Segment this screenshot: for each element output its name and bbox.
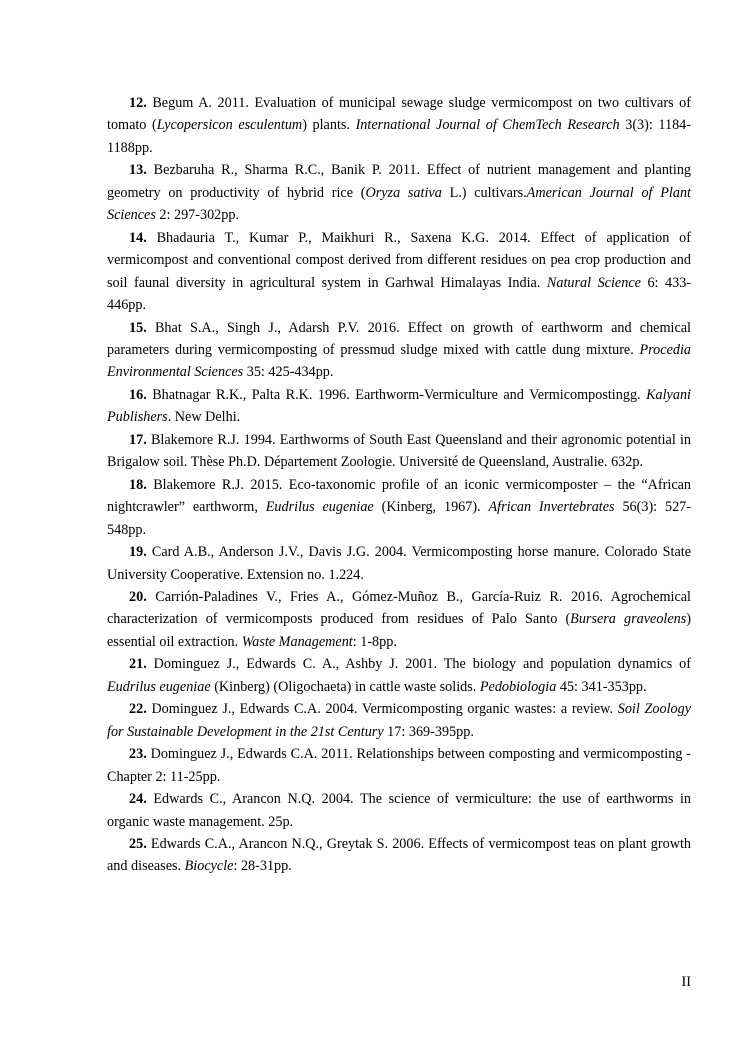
reference-italic-text: Bursera graveolens — [570, 611, 687, 628]
reference-italic-text: Natural Science — [546, 274, 641, 291]
reference-text: 17: 369-395pp. — [383, 723, 474, 740]
reference-italic-text: Biocycle — [184, 858, 234, 875]
reference-entry — [107, 317, 691, 384]
reference-italic-text: International Journal of ChemTech Research — [355, 117, 620, 134]
reference-number: 24. — [129, 791, 147, 808]
reference-text: Dominguez J., Edwards C.A. 2004. Vermicomposting organic wastes: a review. — [151, 701, 618, 718]
reference-text: Edwards C., Arancon N.Q. 2004. The science of vermiculture: the use of earthworms in organic waste management. 25p. — [107, 791, 691, 830]
reference-text: Dominguez J., Edwards C.A. 2011. Relationships between composting and vermicomposting - Chapter 2: 11-25pp. — [107, 746, 691, 785]
reference-italic-text: Eudrilus eugeniae — [107, 678, 211, 695]
reference-italic-text: Soil Zoology for Sustainable Development in the 21st Century — [107, 701, 692, 740]
reference-entry — [107, 833, 691, 878]
reference-entry — [107, 159, 691, 226]
reference-text: Bezbaruha R., Sharma R.C., Banik P. 2011. Effect of nutrient management and planting geometry on productivity of hybrid rice ( — [107, 162, 692, 201]
reference-text: (Kinberg, 1967). — [373, 499, 489, 516]
reference-text: : 28-31pp. — [233, 858, 292, 875]
reference-text: 35: 425-434pp. — [243, 364, 334, 381]
reference-italic-text: African Invertebrates — [488, 499, 615, 516]
reference-number: 15. — [129, 319, 147, 336]
reference-text: ) essential oil extraction. — [107, 611, 691, 650]
reference-number: 22. — [129, 701, 147, 718]
reference-entry — [107, 474, 691, 541]
reference-entry — [107, 429, 691, 474]
reference-entry — [107, 788, 691, 833]
reference-list — [107, 92, 691, 878]
reference-text: Begum A. 2011. Evaluation of municipal sewage sludge vermicompost on two cultivars of tomato ( — [107, 95, 692, 134]
reference-text: Dominguez J., Edwards C. A., Ashby J. 2001. The biology and population dynamics of — [153, 656, 691, 673]
reference-text: Edwards C.A., Arancon N.Q., Greytak S. 2006. Effects of vermicompost teas on plant growth and diseases. — [107, 835, 692, 875]
reference-italic-text: American Journal of Plant Sciences — [107, 184, 691, 224]
reference-italic-text: Waste Management — [241, 633, 353, 650]
reference-text: L.) cultivars. — [441, 184, 527, 201]
reference-text: 3(3): 1184-1188pp. — [107, 117, 691, 156]
reference-text: 45: 341-353pp. — [556, 678, 647, 695]
reference-number: 17. — [129, 431, 147, 448]
reference-text: (Kinberg) (Oligochaeta) in cattle waste solids. — [210, 678, 480, 695]
reference-number: 19. — [129, 544, 147, 561]
reference-number: 25. — [129, 835, 147, 852]
reference-text: Card A.B., Anderson J.V., Davis J.G. 2004. Vermicomposting horse manure. Colorado State University Cooperative. Extension no. 1.224. — [107, 544, 691, 583]
reference-entry — [107, 653, 691, 698]
reference-entry — [107, 698, 691, 743]
reference-text: . New Delhi. — [167, 409, 241, 426]
reference-italic-text: Eudrilus eugeniae — [265, 499, 374, 516]
reference-entry — [107, 227, 691, 317]
reference-number: 12. — [129, 95, 147, 111]
reference-entry — [107, 743, 691, 788]
reference-entry — [107, 586, 691, 653]
reference-text: : 1-8pp. — [352, 633, 397, 650]
reference-entry — [107, 92, 691, 159]
reference-number: 16. — [129, 386, 147, 403]
reference-text: 56(3): 527-548pp. — [107, 499, 692, 538]
reference-number: 18. — [129, 476, 147, 493]
reference-text: ) plants. — [302, 117, 356, 134]
reference-text: 2: 297-302pp. — [155, 207, 239, 224]
reference-text: 6: 433-446pp. — [107, 274, 692, 314]
reference-text: Bhatnagar R.K., Palta R.K. 1996. Earthworm-Vermiculture and Vermicompostingg. — [152, 386, 647, 403]
page-number: II — [681, 974, 691, 990]
reference-text: Bhadauria T., Kumar P., Maikhuri R., Saxena K.G. 2014. Effect of application of vermicompost and conventional compost derived from different residues on pea crop production and soil faunal diversity in agricultural system in Garhwal Himalayas India. — [107, 229, 692, 291]
reference-number: 14. — [129, 229, 147, 246]
reference-text: Carrión-Paladines V., Fries A., Gómez-Muñoz B., García-Ruiz R. 2016. Agrochemical characterization of vermicomposts produced from residues of Palo Santo ( — [107, 588, 691, 628]
reference-number: 20. — [129, 588, 147, 605]
reference-number: 13. — [129, 162, 147, 179]
reference-italic-text: Kalyani Publishers — [107, 386, 691, 426]
reference-entry — [107, 541, 691, 586]
reference-entry — [107, 384, 691, 429]
reference-italic-text: Oryza sativa — [365, 184, 442, 201]
reference-number: 23. — [129, 746, 147, 763]
reference-number: 21. — [129, 656, 147, 673]
reference-text: Blakemore R.J. 2015. Eco-taxonomic profile of an iconic vermicomposter – the “African nightcrawler” earthworm, — [107, 476, 692, 516]
reference-italic-text: Procedia Environmental Sciences — [107, 341, 691, 381]
reference-italic-text: Lycopersicon esculentum — [156, 117, 303, 134]
reference-text: Bhat S.A., Singh J., Adarsh P.V. 2016. Effect on growth of earthworm and chemical parameters during vermicomposting of pressmud sludge mixed with cattle dung mixture. — [107, 319, 691, 358]
reference-italic-text: Pedobiologia — [479, 678, 557, 695]
reference-text: Blakemore R.J. 1994. Earthworms of South East Queensland and their agronomic potential in Brigalow soil. Thèse Ph.D. Département Zoologie. Université de Queensland, Australie. 632p. — [107, 431, 691, 471]
